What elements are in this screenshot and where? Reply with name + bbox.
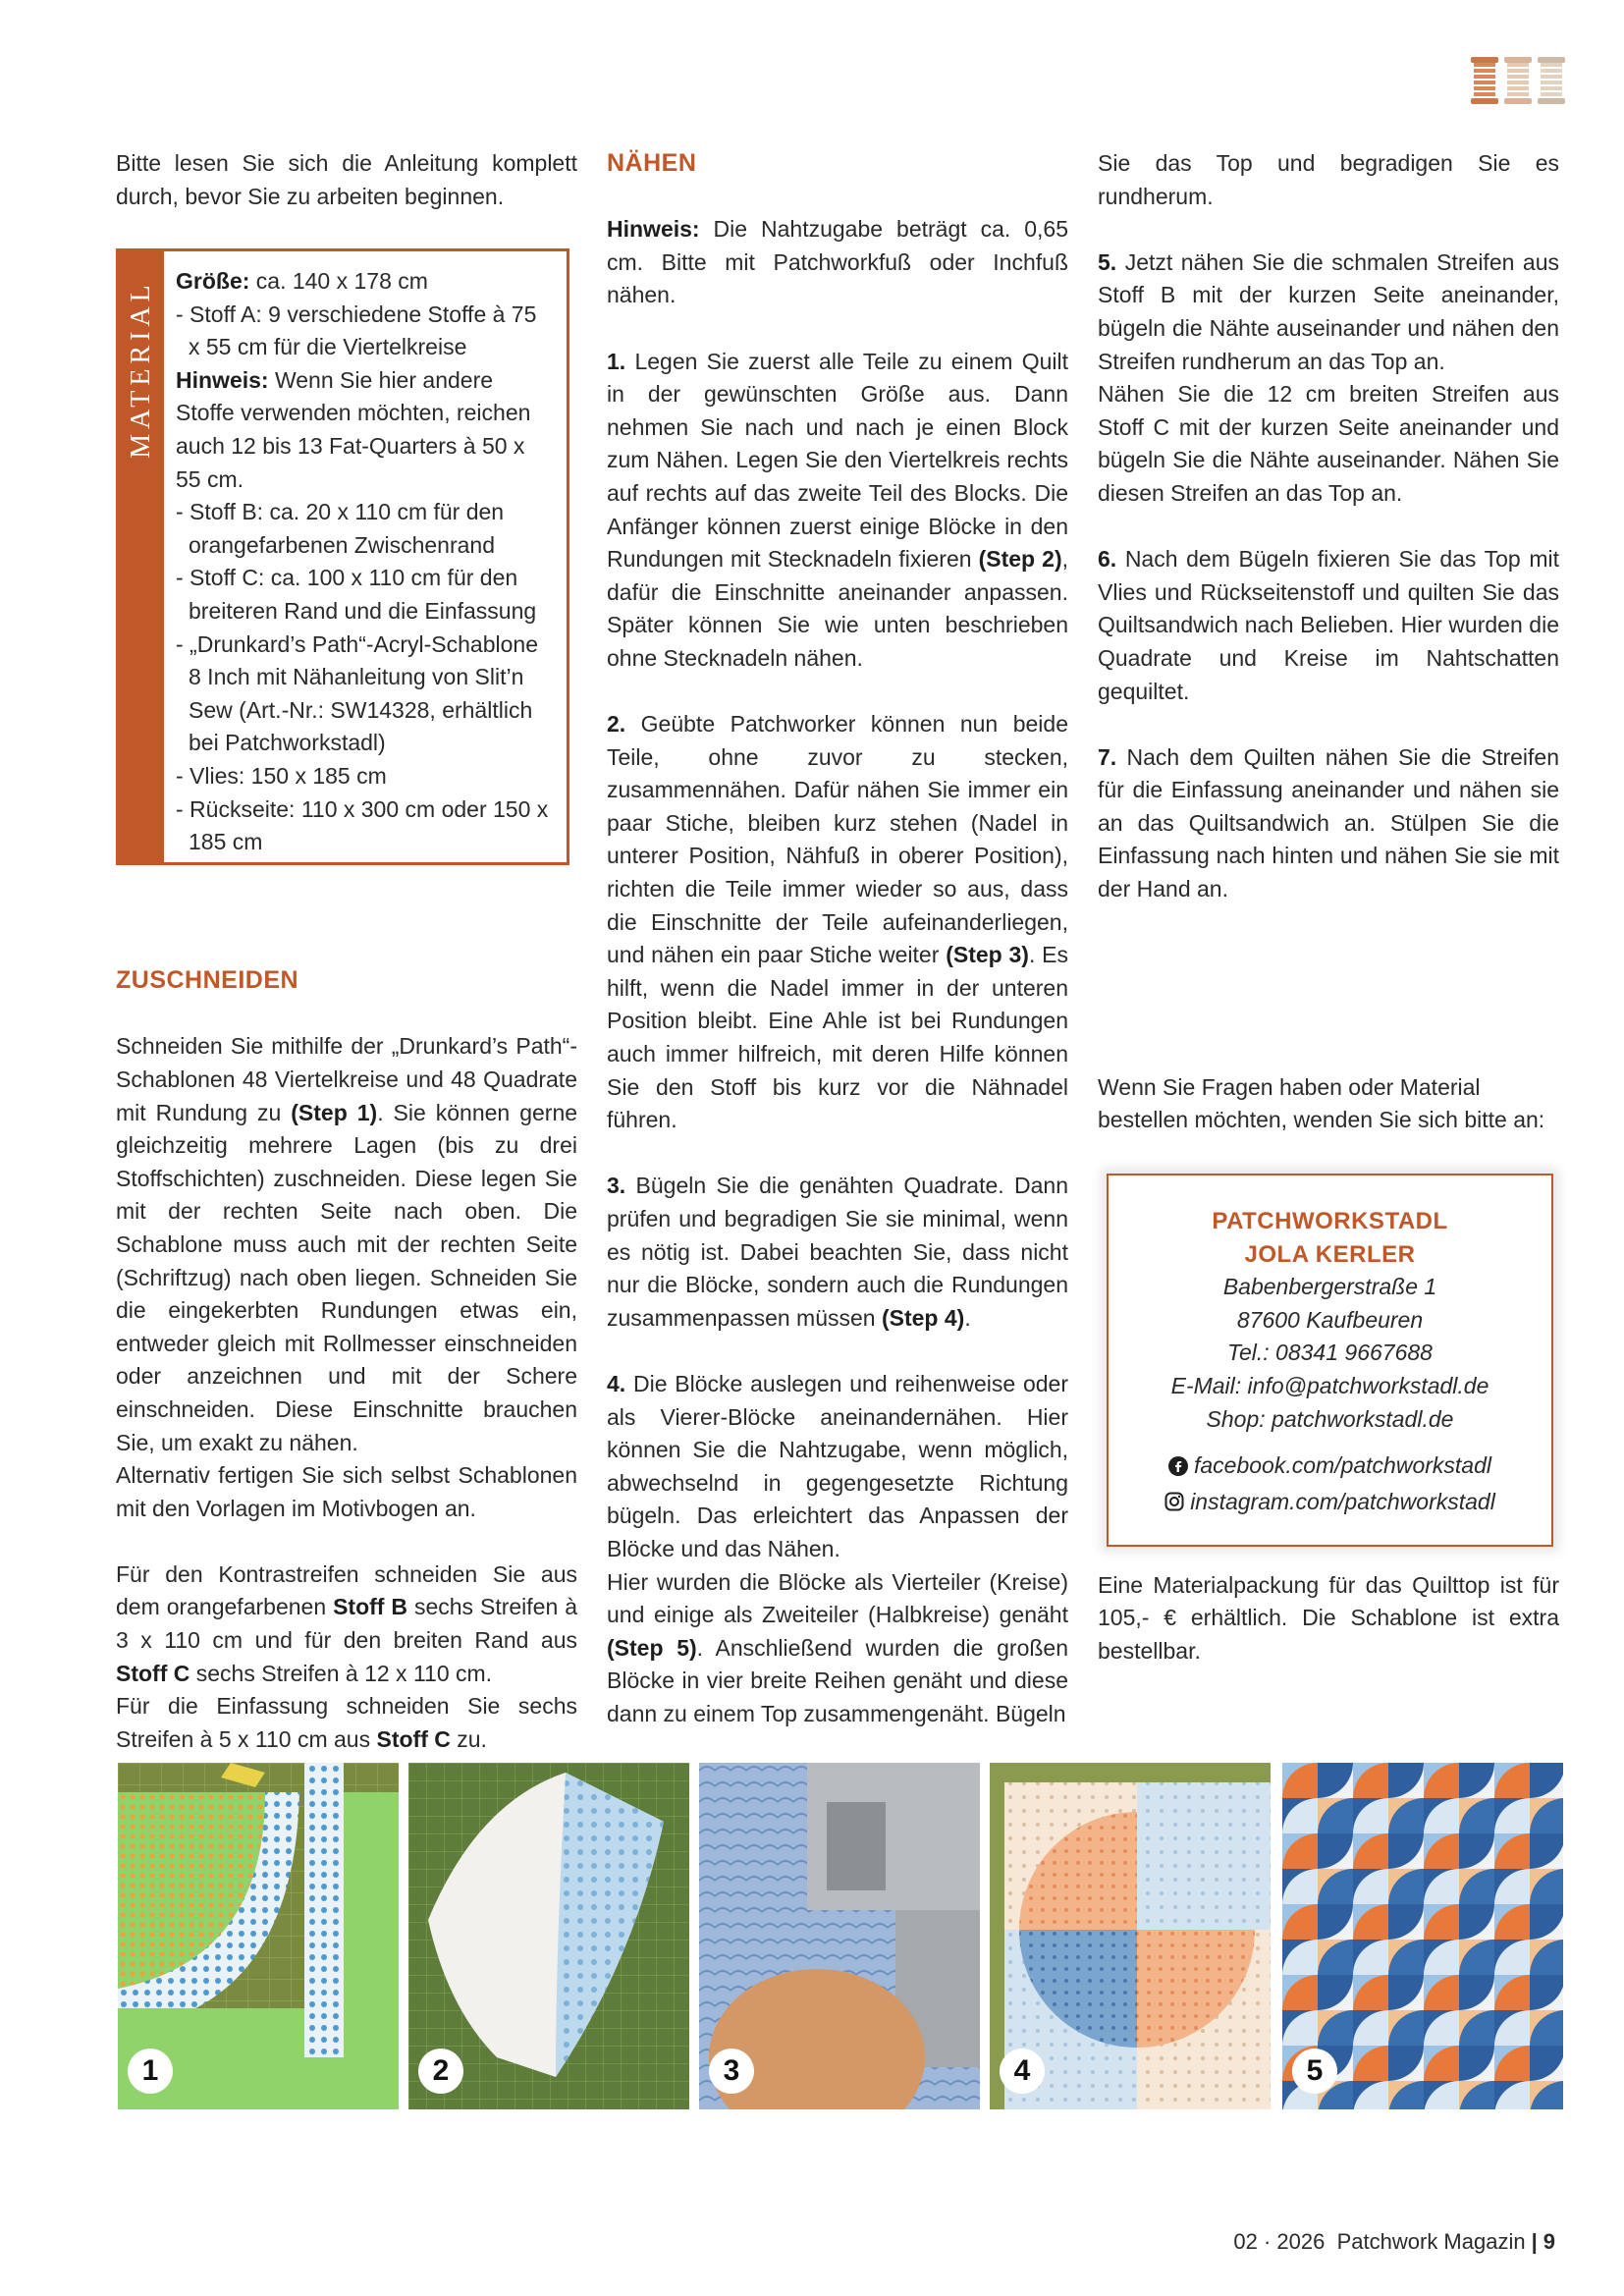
facebook-line[interactable]: facebook.com/patchworkstadl (1109, 1449, 1551, 1485)
material-box (116, 248, 569, 865)
photo-number: 3 (709, 2049, 754, 2094)
step-photo-3 (699, 1763, 980, 2109)
material-item: - Vlies: 150 x 185 cm (176, 762, 387, 789)
instagram-icon (1164, 1492, 1184, 1511)
photo-strip (118, 1763, 1563, 2109)
material-item: - „Drunkard’s Path“-Acryl-Schablone 8 Inch mit Nähanleitung von Slit’n Sew (Art.-Nr.: SW14328, erhältlich bei Patchworkstadl) (176, 630, 538, 756)
step-6-text: 6. Nach dem Bügeln fixieren Sie das Top mit Vlies und Rückseitenstoff und quilten Sie das Quiltsandwich nach Belieben. Hier wurden die Quadrate und Kreise im Nahtschatten gequiltet. (1098, 546, 1560, 704)
step-5-text: 5. Jetzt nähen Sie die schmalen Streifen aus Stoff B mit der kurzen Seite aneinander, bügeln die Nähte auseinander und nähen den Streifen rundherum an das Top an. (1098, 248, 1560, 374)
step-5-text-cont: Nähen Sie die 12 cm breiten Streifen aus Stoff C mit der kurzen Seite aneinander und bügeln Sie die Nähte auseinander. Nähen Sie diesen Streifen an das Top an. (1098, 381, 1559, 506)
cut-paragraph-2: Alternativ fertigen Sie sich selbst Schablonen mit den Vorlagen im Motivbogen an. (116, 1462, 577, 1521)
spool-icon (1471, 57, 1498, 104)
contact-box (1107, 1174, 1553, 1547)
step-7-text: 7. Nach dem Quilten nähen Sie die Streifen für die Einfassung aneinander und nähen sie an das Quiltsandwich an. Stülpen Sie die Einfassung nach hinten und nähen Sie sie mit der Hand an. (1098, 743, 1560, 902)
package-text: Eine Materialpackung für das Quilttop ist für 105,- € erhältlich. Die Schablone ist extra bestellbar. (1098, 1571, 1559, 1665)
material-item: - Stoff B: ca. 20 x 110 cm für den orangefarbenen Zwischenrand (176, 499, 505, 558)
step-photo-2 (408, 1763, 689, 2109)
material-item: - Rückseite: 110 x 300 cm oder 150 x 185 cm (176, 795, 549, 855)
cut-heading: ZUSCHNEIDEN (116, 966, 299, 995)
step-4-text-cont: Hier wurden die Blöcke als Vierteiler (Kreise) und einige als Zweiteiler (Halbkreise) genäht (Step 5). Anschließend wurden die großen Blöcke in vier breite Reihen genäht und diese dann zu einem Top zusammengenäht. Bügeln (607, 1568, 1069, 1726)
spool-icon (1504, 57, 1532, 104)
photo-number: 5 (1292, 2049, 1337, 2094)
continued-text: Sie das Top und begradigen Sie es rundherum. (1098, 150, 1559, 209)
instagram-line[interactable]: instagram.com/patchworkstadl (1109, 1486, 1551, 1521)
material-item: - Stoff C: ca. 100 x 110 cm für den breiteren Rand und die Einfassung (176, 565, 537, 624)
photo-number: 1 (128, 2049, 173, 2094)
city: 87600 Kaufbeuren (1236, 1306, 1424, 1333)
material-hint: Hinweis: Wenn Sie hier andere Stoffe verwenden möchten, reichen auch 12 bis 13 Fat-Quarters à 50 x 55 cm. (176, 366, 531, 492)
cut-paragraph-1: Schneiden Sie mithilfe der „Drunkard’s Path“-Schablonen 48 Viertelkreise und 48 Quadrate mit Rundung zu (Step 1). Sie können gerne gleichzeitig mehrere Lagen (bis zu drei Stoffschichten) zuschneiden. Diese legen Sie mit der rechten Seite nach oben. Die Schablone muss auch mit der rechten Seite (Schriftzug) nach oben liegen. Schneiden Sie die eingekerbten Rundungen etwas ein, entweder gleich mit Rollmesser einschneiden oder anzeichnen und mit der Schere einschneiden. Diese Einschnitte brauchen Sie, um exakt zu nähen. (116, 1033, 578, 1455)
page-number: 9 (1543, 2229, 1555, 2254)
material-band (119, 251, 164, 862)
photo-number: 4 (1000, 2049, 1045, 2094)
step-photo-4 (990, 1763, 1271, 2109)
step-1-text: 1. Legen Sie zuerst alle Teile zu einem Quilt in der gewünschten Größe aus. Dann nehmen Sie nach und nach je einen Block zum Nähen. Legen Sie den Viertelkreis rechts auf rechts auf das zweite Teil des Blocks. Die Anfänger können zuerst einige Blöcke in den Rundungen mit Stecknadeln fixieren (Step 2), dafür die Einschnitte aneinander anpassen. Später können Sie wie unten beschrieben ohne Stecknadeln nähen. (607, 348, 1069, 671)
sew-heading: NÄHEN (607, 149, 697, 177)
step-photo-1 (118, 1763, 399, 2109)
column-2 (607, 147, 1068, 1731)
issue-number: 02 · 2026 (1233, 2229, 1326, 2254)
email[interactable]: E-Mail: info@patchworkstadl.de (1170, 1372, 1489, 1398)
material-label: MATERIAL (126, 280, 156, 459)
material-list (176, 265, 554, 859)
cut-paragraph-3: Für den Kontrastreifen schneiden Sie aus dem orangefarbenen Stoff B sechs Streifen à 3 x 110 cm und für den breiten Rand aus Stoff C sechs Streifen à 12 x 110 cm. (116, 1560, 577, 1686)
street: Babenbergerstraße 1 (1222, 1274, 1437, 1300)
step-4-text: 4. Die Blöcke auslegen und reihenweise oder als Vierer-Blöcke aneinandernähen. Hier können Sie die Nahtzugabe, wenn möglich, abwechselnd in gegengesetzte Richtung bügeln. Das erleichtert das Anpassen der Blöcke und das Nähen. (607, 1370, 1068, 1561)
step-2-text: 2. Geübte Patchworker können nun beide Teile, ohne zuvor zu stecken, zusammennähen. Dafür nähen Sie immer ein paar Stiche, bleiben kurz stehen (Nadel in unterer Position, Nähfuß in oberer Position), richten die Teile immer wieder so aus, dass die Einschnitte der Teile aufeinanderliegen, und nähen ein paar Stiche weiter (Step 3). Es hilft, wenn die Nadel immer in der unteren Position bleibt. Eine Ahle ist bei Rundungen auch immer hilfreich, mit deren Hilfe können Sie den Stoff bis kurz vor die Nähnadel führen. (607, 711, 1068, 1133)
owner-name: JOLA KERLER (1244, 1240, 1416, 1268)
spool-icon (1538, 57, 1565, 104)
sew-hint: Hinweis: Die Nahtzugabe beträgt ca. 0,65 cm. Bitte mit Patchworkfuß oder Inchfuß nähen. (607, 216, 1068, 308)
size-line: Größe: ca. 140 x 178 cm (176, 268, 428, 294)
facebook-icon (1168, 1456, 1188, 1476)
step-photo-5 (1282, 1763, 1563, 2109)
cut-paragraph-4: Für die Einfassung schneiden Sie sechs Streifen à 5 x 110 cm aus Stoff C zu. (116, 1693, 577, 1752)
shop-link[interactable]: Shop: patchworkstadl.de (1206, 1405, 1454, 1432)
magazine-name: Patchwork Magazin (1336, 2229, 1526, 2254)
thread-spools-icon (1471, 57, 1565, 104)
intro-text: Bitte lesen Sie sich die Anleitung komplett durch, bevor Sie zu arbeiten beginnen. (116, 150, 577, 209)
step-3-text: 3. Bügeln Sie die genähten Quadrate. Dann prüfen und begradigen Sie sie minimal, wenn es nötig ist. Dabei beachten Sie, dass nicht nur die Blöcke, sondern auch die Rundungen zusammenpassen müssen (Step 4). (607, 1173, 1068, 1331)
photo-number: 2 (418, 2049, 463, 2094)
material-item: - Stoff A: 9 verschiedene Stoffe à 75 x 55 cm für die Viertelkreise (176, 301, 537, 360)
page-footer: 02 · 2026 Patchwork Magazin | 9 (1233, 2229, 1555, 2254)
shop-name: PATCHWORKSTADL (1212, 1208, 1448, 1234)
phone: Tel.: 08341 9667688 (1227, 1339, 1433, 1366)
questions-text: Wenn Sie Fragen haben oder Material bestellen möchten, wenden Sie sich bitte an: (1098, 1073, 1545, 1133)
